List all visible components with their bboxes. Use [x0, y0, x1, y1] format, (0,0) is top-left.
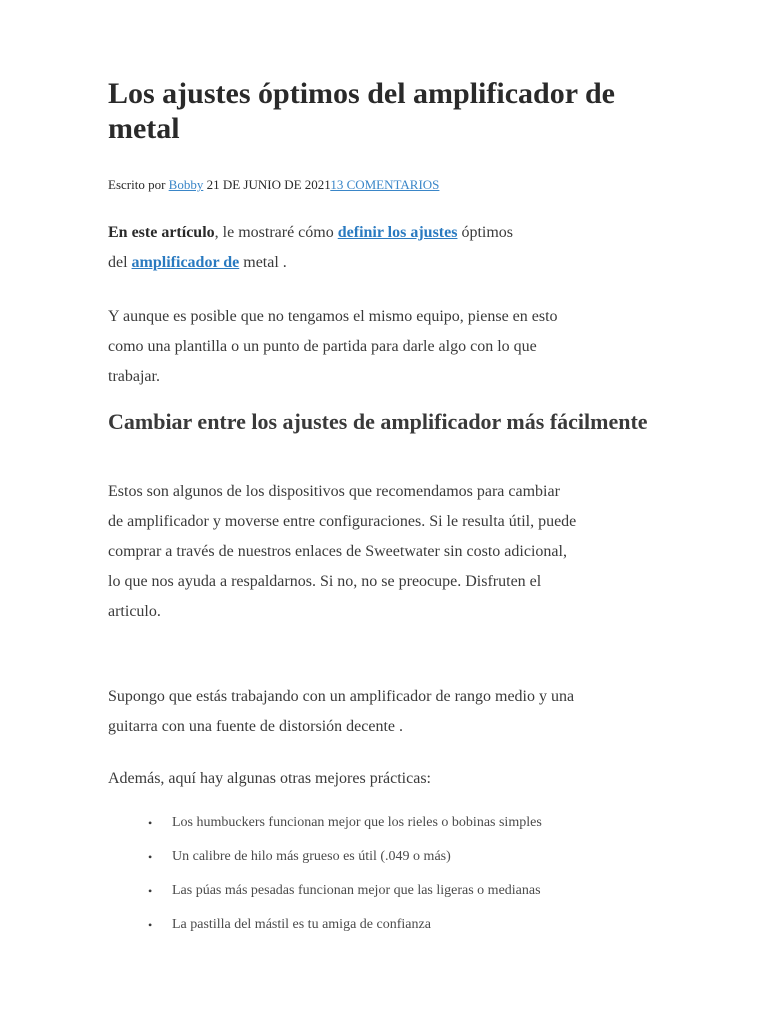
paragraph-line: articulo. [108, 603, 161, 620]
intro-bold: En este artículo [108, 224, 215, 241]
intro-text-1: , le mostraré cómo [214, 224, 338, 241]
paragraph-line: como una plantilla o un punto de partida para darle algo con lo que [108, 338, 537, 355]
list-item [148, 806, 542, 840]
bullet-icon: • [148, 884, 153, 898]
author-link[interactable]: Bobby [168, 177, 204, 192]
bullet-icon: • [148, 850, 153, 864]
intro-text-3: del [108, 254, 132, 271]
paragraph-assumption [108, 682, 574, 742]
list-item-text: Los humbuckers funcionan mejor que los rieles o bobinas simples [172, 815, 542, 830]
paragraph-line: guitarra con una fuente de distorsión decente . [108, 718, 403, 735]
intro-line-1 [108, 218, 513, 248]
paragraph-line: de amplificador y moverse entre configuraciones. Si le resulta útil, puede [108, 513, 577, 530]
list-item [148, 840, 542, 874]
paragraph-line: Estos son algunos de los dispositivos que recomendamos para cambiar [108, 483, 560, 500]
define-settings-link[interactable]: definir los ajustes [337, 224, 458, 241]
intro-text-4: metal . [239, 254, 287, 271]
list-item [148, 874, 542, 908]
intro-paragraph [108, 218, 513, 278]
list-item-text: Un calibre de hilo más grueso es útil (.049 o más) [172, 849, 451, 864]
paragraph-best-practices: Además, aquí hay algunas otras mejores prácticas: [108, 770, 431, 787]
paragraph-line: trabajar. [108, 368, 160, 385]
list-item [148, 908, 542, 942]
paragraph-line: Y aunque es posible que no tengamos el mismo equipo, piense en esto [108, 308, 558, 325]
article-meta [108, 176, 439, 194]
bullet-icon: • [148, 816, 153, 830]
amplifier-link[interactable]: amplificador de [131, 254, 240, 271]
section-heading: Cambiar entre los ajustes de amplificador más fácilmente [108, 409, 648, 434]
written-by-label: Escrito por [108, 177, 166, 192]
comments-link[interactable]: 13 COMENTARIOS [330, 177, 440, 192]
paragraph-equipment [108, 302, 558, 392]
list-item-text: La pastilla del mástil es tu amiga de confianza [172, 917, 431, 932]
best-practices-list [148, 806, 542, 942]
paragraph-line: lo que nos ayuda a respaldarnos. Si no, no se preocupe. Disfruten el [108, 573, 542, 590]
bullet-icon: • [148, 918, 153, 932]
article-title: Los ajustes óptimos del amplificador de metal [108, 77, 615, 145]
intro-line-2 [108, 248, 513, 278]
intro-text-2: óptimos [457, 224, 514, 241]
publish-date: 21 DE JUNIO DE 2021 [206, 177, 331, 192]
paragraph-line: Supongo que estás trabajando con un amplificador de rango medio y una [108, 688, 575, 705]
paragraph-line: comprar a través de nuestros enlaces de Sweetwater sin costo adicional, [108, 543, 567, 560]
paragraph-devices [108, 477, 576, 627]
list-item-text: Las púas más pesadas funcionan mejor que las ligeras o medianas [172, 883, 541, 898]
